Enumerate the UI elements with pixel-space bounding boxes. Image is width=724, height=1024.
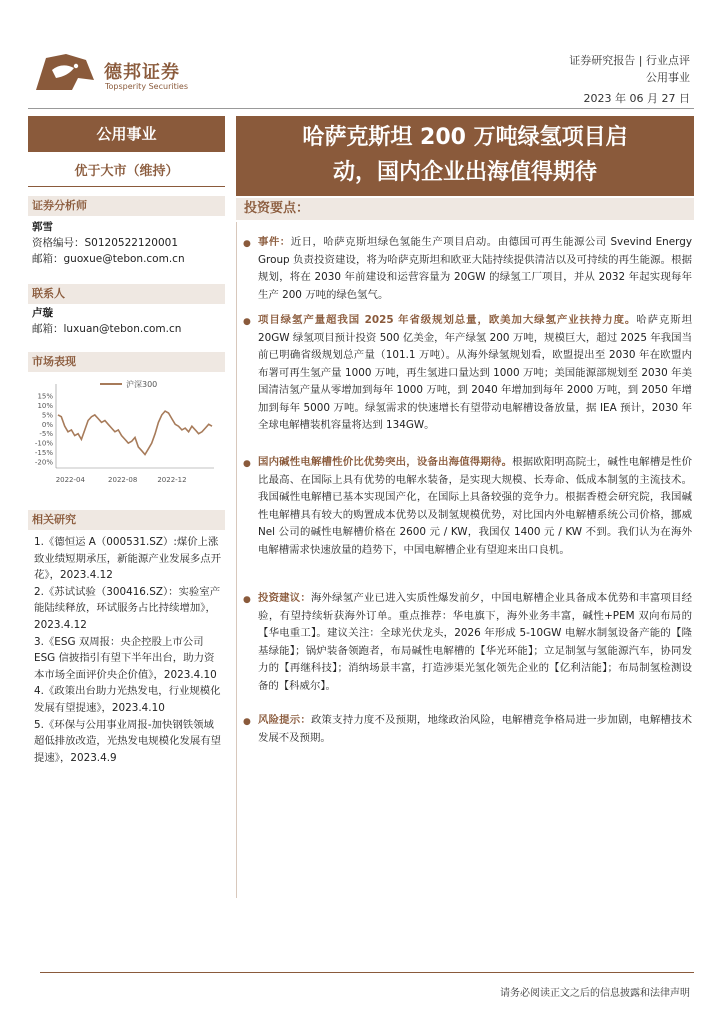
- related-item[interactable]: 3.《ESG 双周报：央企控股上市公司 ESG 信披指引有望下半年出台，助力资本市场全面评价央企价值》，2023.4.10: [34, 635, 217, 681]
- related-item[interactable]: 4.《政策出台助力光热发电，行业规模化发展有望提速》，2023.4.10: [34, 685, 221, 714]
- y-tick-label: -15%: [34, 449, 53, 458]
- related-item[interactable]: 1.《德恒运 A（000531.SZ）:煤价上涨致业绩短期承压，新能源产业发展多点开花》，2023.4.12: [34, 536, 222, 582]
- point-scale: [258, 312, 692, 435]
- title-line-2: 动，国内企业出海值得期待: [332, 160, 597, 185]
- analyst-name: 郭雪: [32, 221, 53, 233]
- related-item[interactable]: 2.《苏试试验（300416.SZ）：实验室产能陆续释放，环试服务占比持续增加》，2023.4.12: [34, 585, 221, 631]
- analyst-email[interactable]: 邮箱：guoxue@tebon.com.cn: [32, 253, 185, 265]
- footer-disclaimer[interactable]: 请务必阅读正文之后的信息披露和法律声明: [500, 988, 690, 999]
- related-section: 相关研究: [28, 510, 225, 530]
- analyst-section: 证券分析师: [28, 196, 225, 216]
- point-export: [258, 454, 692, 559]
- contact-name: 卢璇: [32, 307, 53, 319]
- bullet-icon: ●: [243, 459, 251, 469]
- y-tick-label: 15%: [37, 392, 53, 401]
- y-tick-label: -20%: [34, 458, 53, 467]
- point-head: 风险提示：: [258, 714, 311, 726]
- report-title: [236, 116, 694, 196]
- bullet-icon: ●: [243, 717, 251, 727]
- legend-label: 沪深300: [126, 380, 158, 389]
- contact-email[interactable]: 邮箱：luxuan@tebon.com.cn: [32, 323, 182, 335]
- point-text: 根据欧阳明高院士，碱性电解槽是性价比最高、在国际上具有优势的电解水装备，是实现大规模、长寿命、低成本制氢的主流技术。我国碱性电解槽已基本实现国产化，在国际上具备较强的竞争力。根据香橙会研究院，我国碱性电解槽具有较大的购置成本优势以及制氢规模优势，对比国内外电解槽系统公司价格，挪威 Nel 公司的碱性电解槽价格在 2600 元 / KW，我国仅 1400 元 / KW 不到。我们认为在海外电解槽需求快速放量的趋势下，中国电解槽企业有望迎来出口良机。: [258, 456, 693, 556]
- key-points-label: 投资要点：: [236, 198, 694, 220]
- point-event: [258, 234, 692, 304]
- rating-divider: [28, 186, 225, 187]
- point-recommendation: [258, 590, 692, 695]
- y-tick-label: 0%: [41, 420, 53, 429]
- brand-name: 德邦证券: [104, 62, 180, 83]
- report-type: 证券研究报告 | 行业点评: [569, 54, 690, 67]
- header-sector: 公用事业: [646, 71, 690, 84]
- sector-label: 公用事业: [28, 116, 225, 152]
- y-tick-label: -10%: [34, 439, 53, 448]
- related-item[interactable]: 5.《环保与公用事业周报-加快钢铁领域超低排放改造，光热发电规模化发展有望提速》，2023.4.9: [34, 718, 222, 764]
- point-head: 事件：: [258, 236, 291, 248]
- body-divider: [236, 222, 237, 898]
- title-line-1: 哈萨克斯坦 200 万吨绿氢项目启: [302, 125, 628, 150]
- report-date: 2023 年 06 月 27 日: [583, 92, 690, 105]
- point-text: 海外绿氢产业已进入实质性爆发前夕，中国电解槽企业具备成本优势和丰富项目经验，有望持续斩获海外订单。重点推荐：华电旗下，海外业务丰富，碱性+PEM 双向布局的【华电重工】。建议关注：全球光伏龙头，2026 年形成 5-10GW 电解水制氢设备产能的【隆基绿能】；锅炉装备领跑者，布局碱性电解槽的【华光环能】；立足制氢与氢能源汽车，协同发力的【再继科技】；消纳场景丰富，打造涉渠光氢化领先企业的【亿利洁能】；布局制氢检测设备的【科威尔】。: [258, 592, 692, 692]
- bullet-icon: ●: [243, 595, 251, 605]
- related-list: [34, 534, 224, 766]
- y-tick-label: -5%: [39, 430, 53, 439]
- x-tick-label: 2022-08: [108, 476, 138, 484]
- market-chart: [28, 376, 218, 494]
- rating: 优于大市（维持）: [74, 164, 179, 179]
- brand-logo-icon: [32, 50, 98, 94]
- point-head: 国内碱性电解槽性价比优势突出，设备出海值得期待。: [258, 456, 513, 468]
- point-risk: [258, 712, 692, 747]
- point-head: 项目绿氢产量超我国 2025 年省级规划总量，欧美加大绿氢产业扶持力度。: [258, 314, 637, 326]
- point-text: 哈萨克斯坦 20GW 绿氢项目预计投资 500 亿美金，年产绿氢 200 万吨，规模巨大，超过 2025 年我国当前已明确省级规划总产量（101.1 万吨）。从海外绿氢规划看，欧盟提出至 2030 年在欧盟内布署可再生氢产量 1000 万吨，再生氢进口量达到 1000 万吨；美国能源部规划至 2030 年美国清洁氢产量从零增加到每年 1000 万吨，到 2040 年增加到每年 2000 万吨，到 2050 年增加到每年 5000 万吨。绿氢需求的快速增长有望带动电解槽设备放量，据 IEA 预计，2030 年全球电解槽装机容量将达到 134GW。: [258, 314, 692, 431]
- series-line-hs300: [58, 411, 212, 454]
- brand-name-en: Topsperity Securities: [105, 82, 189, 91]
- point-text: 政策支持力度不及预期，地缘政治风险，电解槽竞争格局进一步加剧，电解槽技术发展不及预期。: [258, 714, 692, 744]
- footer-divider: [40, 972, 694, 973]
- point-text: 近日，哈萨克斯坦绿色氢能生产项目启动。由德国可再生能源公司 Svevind Energy Group 负责投资建设，将为哈萨克斯坦和欧亚大陆持续提供清洁以及可持续的再生能源。根据规划，将在 2030 年前建设和运营容量为 20GW 的绿氢工厂项目，并从 2032 年起实现每年生产 200 万吨的绿色氢气。: [258, 236, 692, 301]
- market-section: 市场表现: [28, 352, 225, 372]
- analyst-cert: 资格编号：S0120522120001: [32, 237, 179, 249]
- x-tick-label: 2022-04: [55, 476, 85, 484]
- x-tick-label: 2022-12: [157, 476, 187, 484]
- y-tick-label: 10%: [37, 401, 53, 410]
- bullet-icon: ●: [243, 317, 251, 327]
- y-tick-label: 5%: [41, 411, 53, 420]
- contact-section: 联系人: [28, 284, 225, 304]
- header-divider: [28, 108, 694, 109]
- point-head: 投资建议：: [258, 592, 311, 604]
- bullet-icon: ●: [243, 239, 251, 249]
